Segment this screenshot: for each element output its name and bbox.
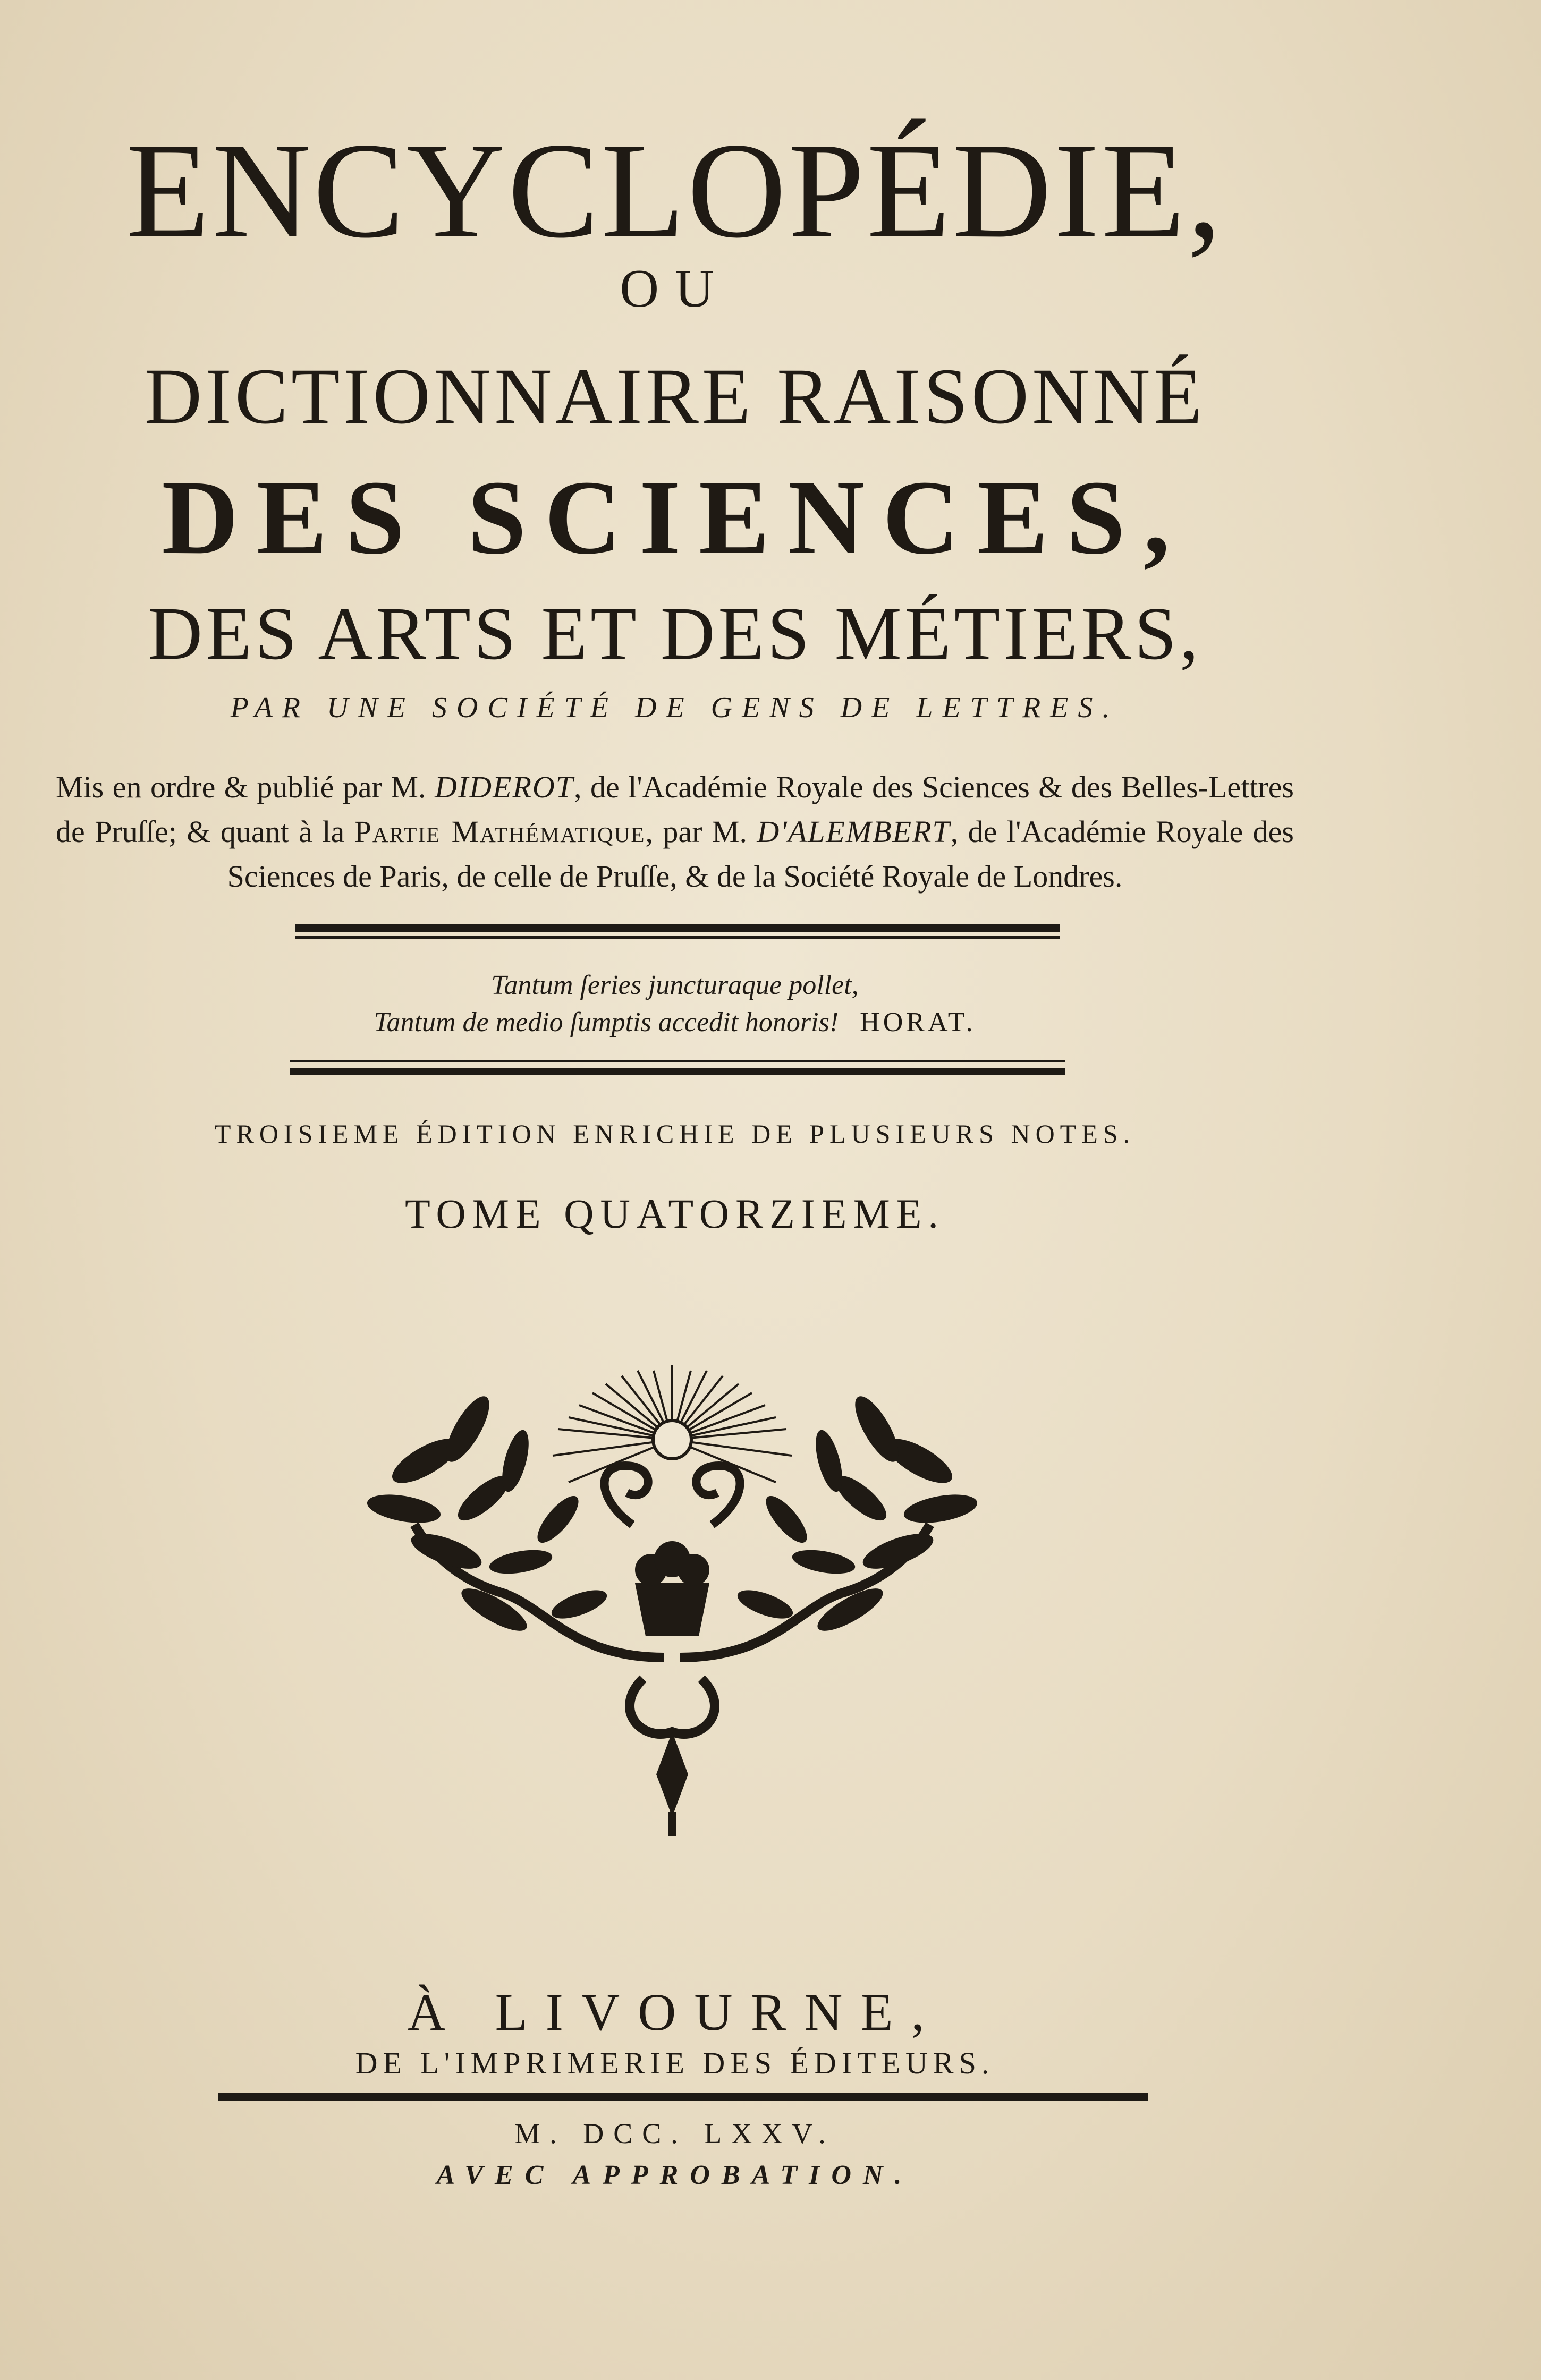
edition-statement: TROISIEME ÉDITION ENRICHIE DE PLUSIEURS NOTES. bbox=[214, 1119, 1136, 1149]
subtitle-line-3: DES ARTS ET DES MÉTIERS, bbox=[148, 591, 1202, 675]
subtitle-line-1: DICTIONNAIRE RAISONNÉ bbox=[144, 352, 1206, 440]
title-conjunction: OU bbox=[620, 259, 730, 319]
credit-text: Mis en ordre & publié par M. bbox=[56, 770, 435, 804]
motto-line-2 bbox=[0, 1004, 1350, 1041]
book-title: ENCYCLOPÉDIE, bbox=[126, 114, 1224, 266]
credit-text: , par M. bbox=[645, 814, 757, 849]
imprint-printer: DE L'IMPRIMERIE DES ÉDITEURS. bbox=[355, 2046, 995, 2080]
rule-mid-thick bbox=[290, 1068, 1065, 1075]
horace-motto bbox=[0, 967, 1350, 1041]
subtitle-line-2: DES SCIENCES, bbox=[162, 459, 1188, 576]
mathematical-part: Partie Mathématique bbox=[354, 814, 646, 849]
credit-text: , de l'Académie Royale des Sciences & des Belles-Lettres de Pruſſe; & quant à la bbox=[56, 770, 1294, 849]
motto-line-1: Tantum ſeries juncturaque pollet, bbox=[491, 970, 859, 1000]
editor-dalembert: D'ALEMBERT bbox=[757, 814, 951, 849]
printers-ornament-icon bbox=[345, 1360, 999, 1838]
credit-text: , de l'Académie Royale des Sciences de Paris, de celle de Pruſſe, & de la Société Royale de Londres. bbox=[227, 814, 1294, 894]
volume-number: TOME QUATORZIEME. bbox=[405, 1191, 945, 1237]
editor-diderot: DIDEROT bbox=[434, 770, 574, 804]
imprint-place: À LIVOURNE, bbox=[407, 1983, 943, 2042]
imprint-date: M. DCC. LXXV. bbox=[514, 2118, 835, 2149]
motto-source: HORAT. bbox=[860, 1007, 976, 1038]
imprint-approbation: AVEC APPROBATION. bbox=[436, 2160, 913, 2190]
rule-top-thin bbox=[295, 936, 1060, 939]
motto-line-2-text: Tantum de medio ſumptis accedit honoris! bbox=[374, 1007, 839, 1038]
rule-mid-thin bbox=[290, 1060, 1065, 1062]
rule-top-thick bbox=[295, 924, 1060, 932]
editors-credit bbox=[56, 765, 1294, 899]
society-line: PAR UNE SOCIÉTÉ DE GENS DE LETTRES. bbox=[230, 691, 1120, 724]
rule-bottom bbox=[218, 2093, 1148, 2101]
